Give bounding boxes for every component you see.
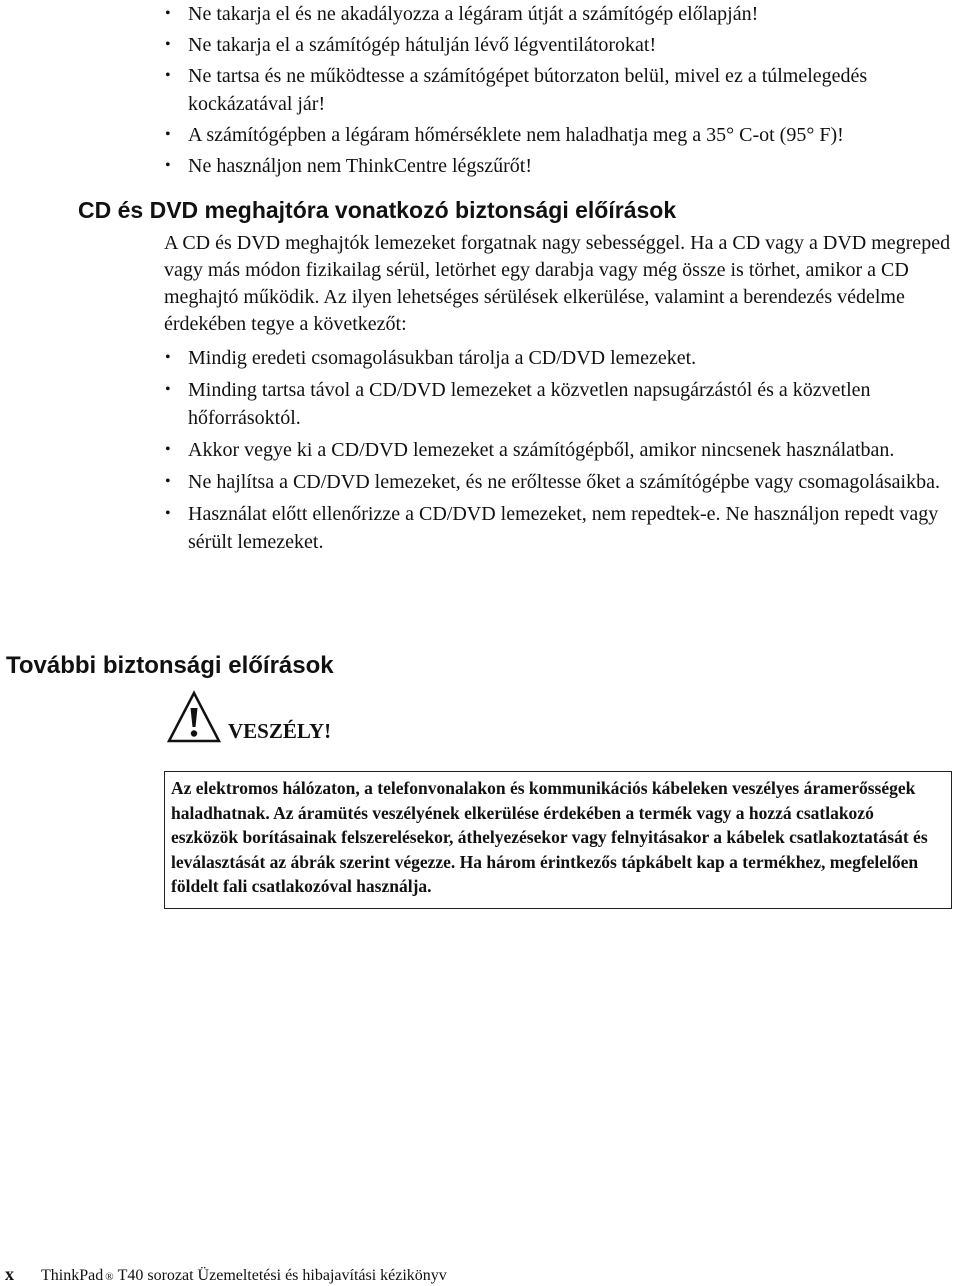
list-item [164, 468, 954, 496]
list-item-text: Mindig eredeti csomagolásukban tárolja a CD/DVD lemezeket. [188, 347, 697, 369]
list-item-text: Ne hajlítsa a CD/DVD lemezeket, és ne erőltesse őket a számítógépbe vagy csomagolásaikba. [188, 471, 940, 493]
warning-triangle-icon [166, 690, 222, 744]
registered-mark: ® [105, 1271, 114, 1283]
list-item [164, 344, 954, 372]
list-item-text: Akkor vegye ki a CD/DVD lemezeket a számítógépből, amikor nincsenek használatban. [188, 439, 895, 461]
cd-dvd-section-heading: CD és DVD meghajtóra vonatkozó biztonsági előírások [78, 197, 677, 223]
bullet-icon: • [165, 126, 171, 143]
list-item [164, 376, 954, 432]
list-item-text: Használat előtt ellenőrizze a CD/DVD lemezeket, nem repedtek-e. Ne használjon repedt vagy sérült lemezeket. [188, 503, 939, 553]
list-item-text: Ne tartsa és ne működtesse a számítógépet bútorzaton belül, mivel ez a túlmelegedés kockázatával jár! [188, 65, 868, 115]
danger-text: Az elektromos hálózaton, a telefonvonalakon és kommunikációs kábeleken veszélyes áramerősségek haladhatnak. Az áramütés veszélyének elkerülése érdekében a termék vagy a hozzá csatlakozó eszközök borításainak felszerelésekor, áthelyezésekor vagy felnyitásakor a kábelek csatlakoztatását és leválasztását az ábrák szerint végezze. Ha három érintkezős tápkábelt kap a termékhez, megfelelően földelt fali csatlakozóval használja. [171, 778, 928, 896]
page-footer [5, 1264, 447, 1285]
list-item-text: Ne használjon nem ThinkCentre légszűrőt! [188, 155, 532, 177]
bullet-icon: • [165, 381, 171, 398]
list-item-text: A számítógépben a légáram hőmérséklete nem haladhatja meg a 35° C-ot (95° F)! [188, 124, 844, 146]
list-item [164, 152, 954, 180]
bullet-icon: • [165, 36, 171, 53]
bullet-icon: • [165, 67, 171, 84]
list-item [164, 0, 954, 28]
list-item [164, 121, 954, 149]
list-item [164, 31, 954, 59]
list-item-text: Minding tartsa távol a CD/DVD lemezeket a közvetlen napsugárzástól és a közvetlen hőforrásoktól. [188, 379, 871, 429]
bullet-icon: • [165, 473, 171, 490]
list-item [164, 500, 954, 556]
list-item [164, 436, 954, 464]
danger-notice [166, 690, 331, 744]
footer-title: T40 sorozat Üzemeltetési és hibajavítási kézikönyv [117, 1267, 447, 1284]
list-item [164, 62, 954, 118]
list-item-text: Ne takarja el a számítógép hátulján lévő légventilátorokat! [188, 34, 657, 56]
danger-text-box [164, 771, 952, 909]
list-item-text: Ne takarja el és ne akadályozza a légáram útját a számítógép előlapján! [188, 3, 759, 25]
bullet-icon: • [165, 157, 171, 174]
bullet-icon: • [165, 349, 171, 366]
danger-label: VESZÉLY! [228, 719, 332, 743]
bullet-icon: • [165, 5, 171, 22]
bullet-icon: • [165, 505, 171, 522]
cd-dvd-bullet-list [164, 344, 954, 560]
bullet-icon: • [165, 441, 171, 458]
page-number: x [5, 1264, 14, 1284]
further-safety-heading: További biztonsági előírások [6, 652, 334, 679]
ventilation-bullet-list [164, 0, 954, 183]
footer-brand: ThinkPad [41, 1267, 104, 1284]
cd-dvd-intro-paragraph: A CD és DVD meghajtók lemezeket forgatnak nagy sebességgel. Ha a CD vagy a DVD megreped vagy más módon fizikailag sérül, letörhet egy darabja vagy még össze is törhet, amikor a CD meghajtó működik. Az ilyen lehetséges sérülések elkerülése, valamint a berendezés védelme érdekében tegye a következőt: [164, 232, 951, 335]
